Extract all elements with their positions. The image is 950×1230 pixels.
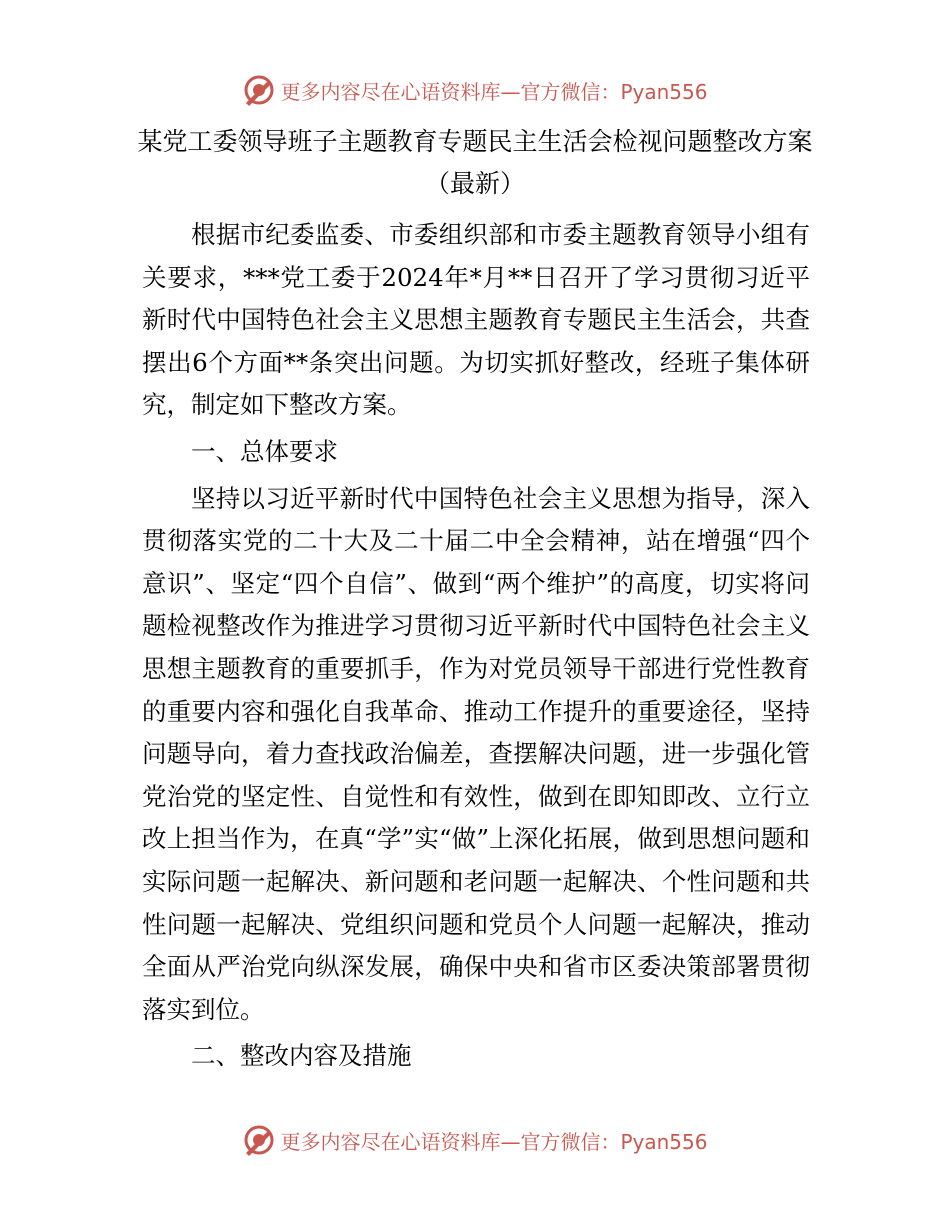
red-pen-circle-icon: [242, 73, 276, 107]
watermark-text: 更多内容尽在心语资料库—官方微信：Pyan556: [280, 79, 708, 104]
document-subtitle: （最新）: [424, 169, 525, 198]
watermark-text: 更多内容尽在心语资料库—官方微信：Pyan556: [280, 1129, 708, 1154]
paragraph-intro: 根据市纪委监委、市委组织部和市委主题教育领导小组有关要求，***党工委于2024年*月**日召开了学习贯彻习近平新时代中国特色社会主义思想主题教育专题民主生活会，共查摆出6个方面**条突出问题。为切实抓好整改，经班子集体研究，制定如下整改方案。: [142, 220, 810, 420]
footer-watermark-banner: [0, 1120, 950, 1160]
paragraph-general-requirements: 坚持以习近平新时代中国特色社会主义思想为指导，深入贯彻落实党的二十大及二十届二中全会精神，站在增强“四个意识”、坚定“四个自信”、做到“两个维护”的高度，切实将问题检视整改作为推进学习贯彻习近平新时代中国特色社会主义思想主题教育的重要抓手，作为对党员领导干部进行党性教育的重要内容和强化自我革命、推动工作提升的重要途径，坚持问题导向，着力查找政治偏差，查摆解决问题，进一步强化管党治党的坚定性、自觉性和有效性，做到在即知即改、立行立改上担当作为，在真“学”实“做”上深化拓展，做到思想问题和实际问题一起解决、新问题和老问题一起解决、个性问题和共性问题一起解决、党组织问题和党员个人问题一起解决，推动全面从严治党向纵深发展，确保中央和省市区委决策部署贯彻落实到位。: [142, 483, 810, 1024]
document-body: [142, 214, 810, 1078]
document-title: 某党工委领导班子主题教育专题民主生活会检视问题整改方案: [137, 127, 813, 156]
section-heading-rectification-content: 二、整改内容及措施: [191, 1041, 412, 1071]
header-watermark-banner: [0, 70, 950, 110]
red-pen-circle-icon: [242, 1123, 276, 1157]
section-heading-general-requirements: 一、总体要求: [191, 436, 338, 466]
